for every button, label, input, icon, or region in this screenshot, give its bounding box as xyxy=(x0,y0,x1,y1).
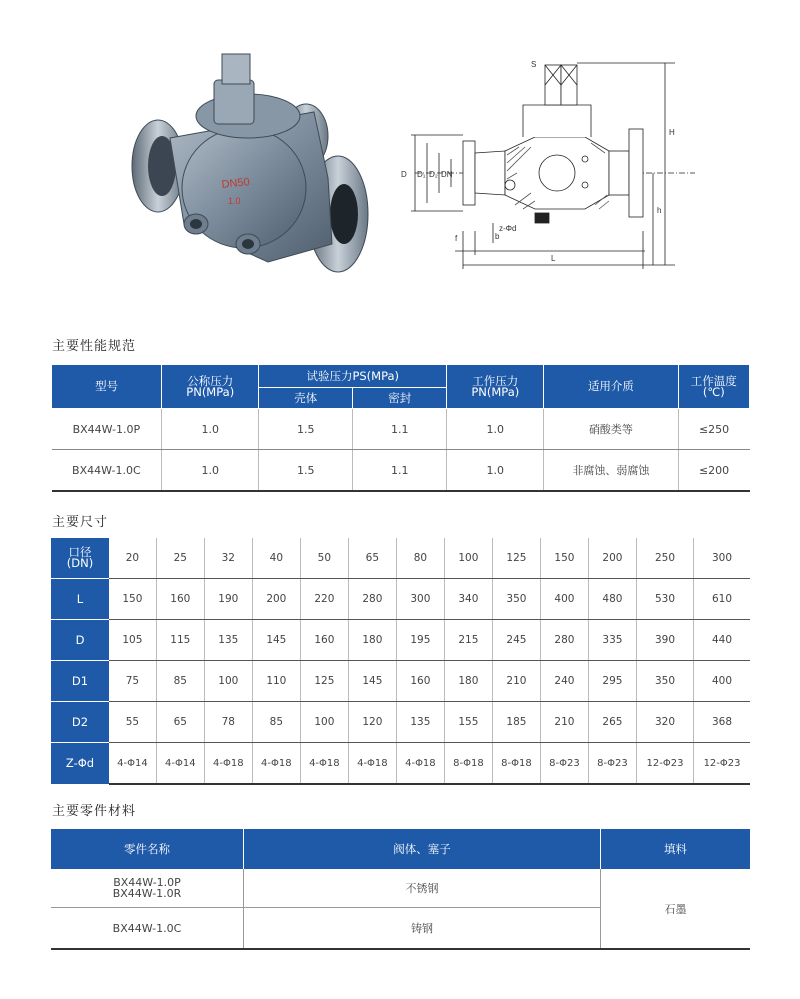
table-cell: 200 xyxy=(252,579,300,620)
table-cell: 400 xyxy=(540,579,588,620)
table-cell: 85 xyxy=(156,661,204,702)
table-cell: 4-Φ14 xyxy=(156,743,204,785)
table-cell: 135 xyxy=(204,620,252,661)
table-cell: 155 xyxy=(444,702,492,743)
dimensions-title: 主要尺寸 xyxy=(52,515,109,530)
dimension-row-label: D xyxy=(51,620,109,661)
table-cell: 160 xyxy=(300,620,348,661)
table-cell: 250 xyxy=(636,538,693,579)
dim-f-label: f xyxy=(455,234,458,243)
table-row xyxy=(51,743,750,785)
table-cell: 115 xyxy=(156,620,204,661)
table-cell: 105 xyxy=(109,620,156,661)
table-cell: 78 xyxy=(204,702,252,743)
table-row: BX44W-1.0P 1.0 1.5 1.1 1.0 硝酸类等 ≤250 xyxy=(52,409,750,450)
table-cell: 300 xyxy=(396,579,444,620)
table-cell: 100 xyxy=(204,661,252,702)
dim-H-label: H xyxy=(669,128,675,137)
performance-table xyxy=(51,364,750,492)
table-cell: 150 xyxy=(540,538,588,579)
dim-b-label: b xyxy=(495,232,500,241)
table-cell: 8-Φ23 xyxy=(540,743,588,785)
table-cell: 12-Φ23 xyxy=(636,743,693,785)
table-cell: 440 xyxy=(694,620,750,661)
table-cell: 335 xyxy=(588,620,636,661)
table-row xyxy=(51,702,750,743)
table-row xyxy=(51,620,750,661)
table-cell: 100 xyxy=(444,538,492,579)
header-nominal-pressure: 公称压力 PN(MPa) xyxy=(162,365,259,409)
header-medium: 适用介质 xyxy=(544,365,678,409)
dim-DN-label: DN xyxy=(441,170,453,179)
dimension-row-label: 口径 (DN) xyxy=(51,538,109,579)
table-cell: 8-Φ18 xyxy=(444,743,492,785)
table-row: BX44W-1.0C 铸钢 xyxy=(51,908,750,950)
packing-value: 石墨 xyxy=(601,869,751,949)
table-cell: 65 xyxy=(348,538,396,579)
table-cell: 200 xyxy=(588,538,636,579)
dim-s-label: S xyxy=(531,60,537,69)
header-test-pressure: 试验压力PS(MPa) xyxy=(259,365,447,388)
table-cell: 350 xyxy=(636,661,693,702)
table-cell: 195 xyxy=(396,620,444,661)
table-cell: 4-Φ18 xyxy=(396,743,444,785)
body-marking-size: DN50 xyxy=(221,176,251,191)
table-row xyxy=(51,661,750,702)
table-cell: 400 xyxy=(694,661,750,702)
table-cell: 350 xyxy=(492,579,540,620)
table-cell: 4-Φ18 xyxy=(204,743,252,785)
stem-square xyxy=(222,54,250,84)
header-packing: 填料 xyxy=(601,829,751,869)
table-cell: 25 xyxy=(156,538,204,579)
table-cell: 220 xyxy=(300,579,348,620)
header-seal: 密封 xyxy=(353,388,447,409)
valve-section-drawing xyxy=(395,55,695,273)
dimension-row-label: D2 xyxy=(51,702,109,743)
materials-table xyxy=(51,829,750,950)
table-cell: 100 xyxy=(300,702,348,743)
table-cell: 215 xyxy=(444,620,492,661)
table-cell: 245 xyxy=(492,620,540,661)
table-cell: 65 xyxy=(156,702,204,743)
dimensions-table xyxy=(51,538,750,785)
table-cell: 300 xyxy=(694,538,750,579)
table-cell: 240 xyxy=(540,661,588,702)
table-cell: 4-Φ14 xyxy=(109,743,156,785)
table-cell: 145 xyxy=(348,661,396,702)
table-cell: 210 xyxy=(492,661,540,702)
dim-z-phi-d-label: z-Φd xyxy=(499,224,517,233)
table-row xyxy=(51,579,750,620)
valve-photo xyxy=(118,48,372,284)
table-cell: 280 xyxy=(540,620,588,661)
table-cell: 295 xyxy=(588,661,636,702)
table-row: BX44W-1.0C 1.0 1.5 1.1 1.0 非腐蚀、弱腐蚀 ≤200 xyxy=(52,450,750,492)
table-cell: 40 xyxy=(252,538,300,579)
table-cell: 8-Φ18 xyxy=(492,743,540,785)
table-row: BX44W-1.0P BX44W-1.0R 不锈钢 石墨 xyxy=(51,869,750,908)
dim-D-label: D xyxy=(401,170,407,179)
table-cell: 210 xyxy=(540,702,588,743)
table-cell: 190 xyxy=(204,579,252,620)
table-cell: 8-Φ23 xyxy=(588,743,636,785)
table-cell: 150 xyxy=(109,579,156,620)
header-shell: 壳体 xyxy=(259,388,353,409)
table-cell: 280 xyxy=(348,579,396,620)
performance-title: 主要性能规范 xyxy=(52,339,137,354)
table-cell: 120 xyxy=(348,702,396,743)
table-cell: 390 xyxy=(636,620,693,661)
table-cell: 110 xyxy=(252,661,300,702)
table-cell: 80 xyxy=(396,538,444,579)
materials-title: 主要零件材料 xyxy=(52,804,137,819)
body-marking-pressure: 1.0 xyxy=(228,196,241,206)
header-temperature: 工作温度 (℃) xyxy=(678,365,749,409)
table-cell: 265 xyxy=(588,702,636,743)
table-cell: 85 xyxy=(252,702,300,743)
table-cell: 50 xyxy=(300,538,348,579)
dimension-row-label: D1 xyxy=(51,661,109,702)
dim-L-label: L xyxy=(551,254,556,263)
table-cell: 20 xyxy=(109,538,156,579)
table-cell: 180 xyxy=(348,620,396,661)
table-cell: 160 xyxy=(396,661,444,702)
table-cell: 610 xyxy=(694,579,750,620)
header-body-plug: 阀体、塞子 xyxy=(244,829,601,869)
header-part-name: 零件名称 xyxy=(51,829,244,869)
dim-D1-label: D₁ xyxy=(417,170,426,179)
table-cell: 4-Φ18 xyxy=(300,743,348,785)
table-cell: 32 xyxy=(204,538,252,579)
table-cell: 4-Φ18 xyxy=(252,743,300,785)
dim-h-label: h xyxy=(657,206,662,215)
header-model: 型号 xyxy=(52,365,162,409)
table-cell: 320 xyxy=(636,702,693,743)
table-cell: 135 xyxy=(396,702,444,743)
table-cell: 530 xyxy=(636,579,693,620)
table-cell: 368 xyxy=(694,702,750,743)
table-cell: 12-Φ23 xyxy=(694,743,750,785)
table-cell: 340 xyxy=(444,579,492,620)
dim-D2-label: D₂ xyxy=(429,170,438,179)
table-cell: 55 xyxy=(109,702,156,743)
header-working-pressure: 工作压力 PN(MPa) xyxy=(447,365,544,409)
table-cell: 185 xyxy=(492,702,540,743)
table-cell: 160 xyxy=(156,579,204,620)
table-cell: 75 xyxy=(109,661,156,702)
dimension-row-label: L xyxy=(51,579,109,620)
table-row xyxy=(51,538,750,579)
table-cell: 180 xyxy=(444,661,492,702)
table-cell: 125 xyxy=(492,538,540,579)
table-cell: 145 xyxy=(252,620,300,661)
table-cell: 125 xyxy=(300,661,348,702)
table-cell: 4-Φ18 xyxy=(348,743,396,785)
dimension-row-label: Z-Φd xyxy=(51,743,109,785)
table-cell: 480 xyxy=(588,579,636,620)
